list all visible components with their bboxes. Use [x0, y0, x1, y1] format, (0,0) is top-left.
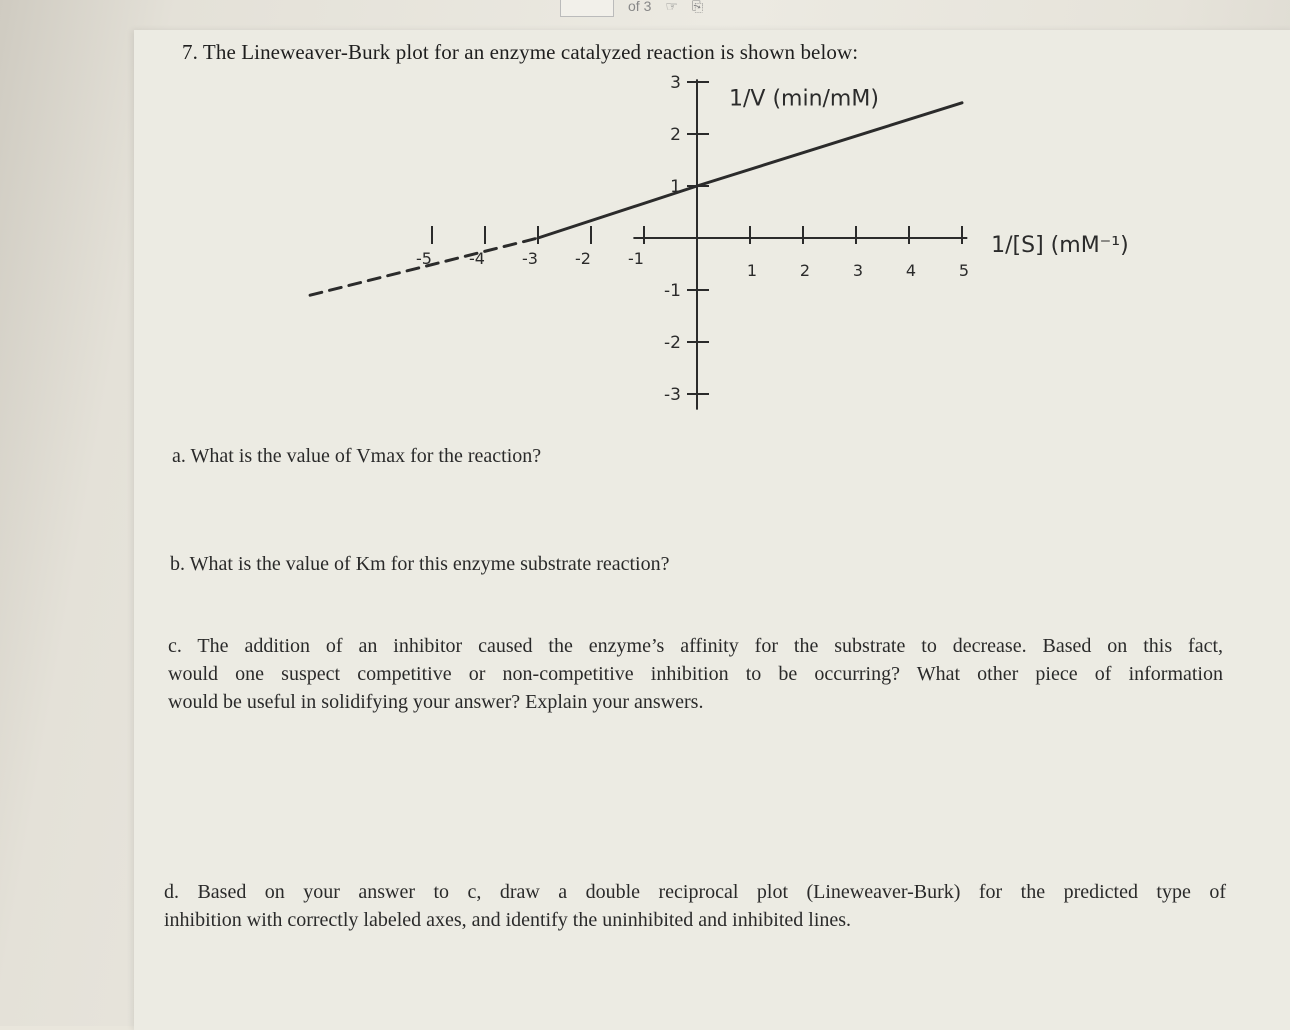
x-tick-label: 4	[905, 261, 917, 280]
y-tick-label: -1	[664, 281, 681, 301]
question-d-line: inhibition with correctly labeled axes, and identify the uninhibited and inhibited lines.	[164, 909, 852, 931]
y-tick-label: 1	[670, 177, 681, 197]
x-tick-label: 1	[746, 261, 758, 280]
y-tick-label: -2	[664, 333, 681, 353]
x-axis-label: 1/[S] (mM⁻¹)	[991, 233, 1129, 258]
question-c-line: would one suspect competitive or non-competitive inhibition to be occurring? What other piece of information	[168, 663, 1223, 685]
question-c-line: would be useful in solidifying your answer? Explain your answers.	[168, 691, 704, 713]
question-c	[168, 632, 1223, 716]
data-line	[538, 103, 962, 238]
x-tick-label: 5	[958, 261, 970, 280]
y-tick-label: 2	[670, 125, 681, 145]
clipboard-icon[interactable]: ⎘	[691, 0, 704, 14]
y-tick-label: -3	[664, 385, 681, 405]
question-c-line: c. The addition of an inhibitor caused the enzyme’s affinity for the substrate to decrease. Based on this fact,	[168, 635, 1223, 657]
x-tick-label: -5	[416, 249, 432, 268]
question-heading: 7. The Lineweaver-Burk plot for an enzyme catalyzed reaction is shown below:	[182, 40, 859, 64]
handwave-icon[interactable]: ☞	[665, 0, 678, 14]
x-tick-label: 2	[799, 261, 811, 280]
question-d	[164, 878, 1226, 934]
y-axis-label: 1/V (min/mM)	[729, 86, 879, 112]
question-b: b. What is the value of Km for this enzyme substrate reaction?	[170, 553, 670, 575]
x-tick-label: -3	[522, 249, 538, 268]
x-tick-label: 3	[852, 261, 864, 280]
x-tick-label: -2	[575, 249, 591, 268]
question-a: a. What is the value of Vmax for the reaction?	[172, 445, 542, 467]
question-d-line: d. Based on your answer to c, draw a double reciprocal plot (Lineweaver-Burk) for the predicted type of	[164, 881, 1226, 903]
page-count: of 3	[628, 0, 652, 14]
x-tick-label: -1	[628, 249, 644, 268]
x-tick-label: -4	[469, 249, 485, 268]
y-tick-label: 3	[670, 73, 681, 93]
